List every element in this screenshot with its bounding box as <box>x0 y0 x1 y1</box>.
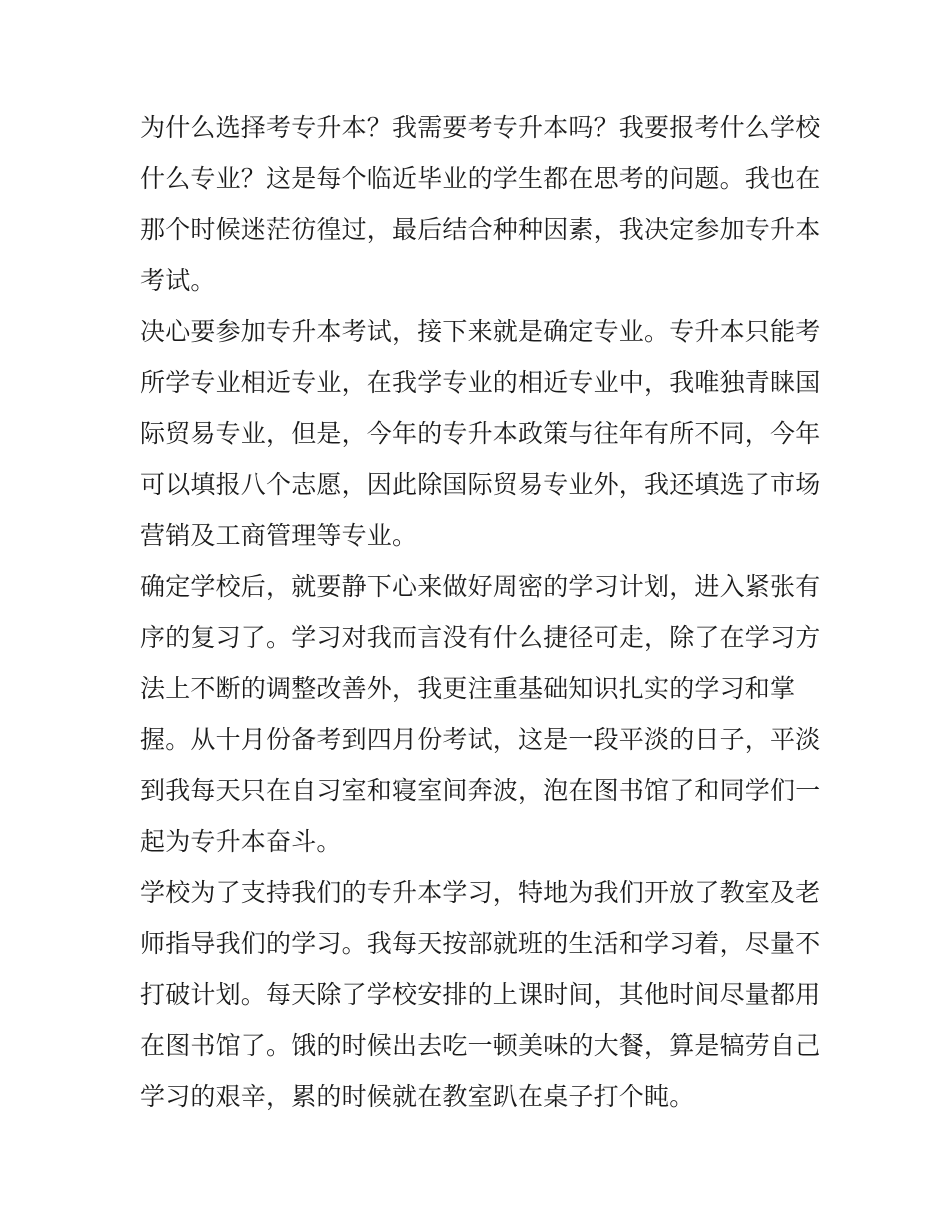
text-line: 确定学校后，就要静下心来做好周密的学习计划，进入紧张有 <box>140 572 821 601</box>
text-line: 法上不断的调整改善外，我更注重基础知识扎实的学习和掌 <box>140 674 796 703</box>
text-line: 起为专升本奋斗。 <box>140 827 342 856</box>
text-line: 营销及工商管理等专业。 <box>140 521 418 550</box>
text-line: 那个时候迷茫彷徨过，最后结合种种因素，我决定参加专升本 <box>140 215 821 244</box>
text-line: 可以填报八个志愿，因此除国际贸易专业外，我还填选了市场 <box>140 470 821 499</box>
text-line: 学校为了支持我们的专升本学习，特地为我们开放了教室及老 <box>140 878 821 907</box>
text-line: 什么专业？这是每个临近毕业的学生都在思考的问题。我也在 <box>140 164 821 193</box>
text-line: 学习的艰辛，累的时候就在教室趴在桌子打个盹。 <box>140 1082 695 1111</box>
document-body <box>140 102 820 1122</box>
text-line: 际贸易专业，但是，今年的专升本政策与往年有所不同，今年 <box>140 419 821 448</box>
text-line: 所学专业相近专业，在我学专业的相近专业中，我唯独青睐国 <box>140 368 821 397</box>
text-line: 序的复习了。学习对我而言没有什么捷径可走，除了在学习方 <box>140 623 821 652</box>
text-line: 打破计划。每天除了学校安排的上课时间，其他时间尽量都用 <box>140 980 821 1009</box>
text-line: 考试。 <box>140 266 216 295</box>
text-line: 为什么选择考专升本？我需要考专升本吗？我要报考什么学校 <box>140 113 821 142</box>
text-line: 决心要参加专升本考试，接下来就是确定专业。专升本只能考 <box>140 317 821 346</box>
text-line: 师指导我们的学习。我每天按部就班的生活和学习着，尽量不 <box>140 929 821 958</box>
text-line: 握。从十月份备考到四月份考试，这是一段平淡的日子，平淡 <box>140 725 821 754</box>
text-line: 在图书馆了。饿的时候出去吃一顿美味的大餐，算是犒劳自己 <box>140 1031 821 1060</box>
text-line: 到我每天只在自习室和寝室间奔波，泡在图书馆了和同学们一 <box>140 776 821 805</box>
